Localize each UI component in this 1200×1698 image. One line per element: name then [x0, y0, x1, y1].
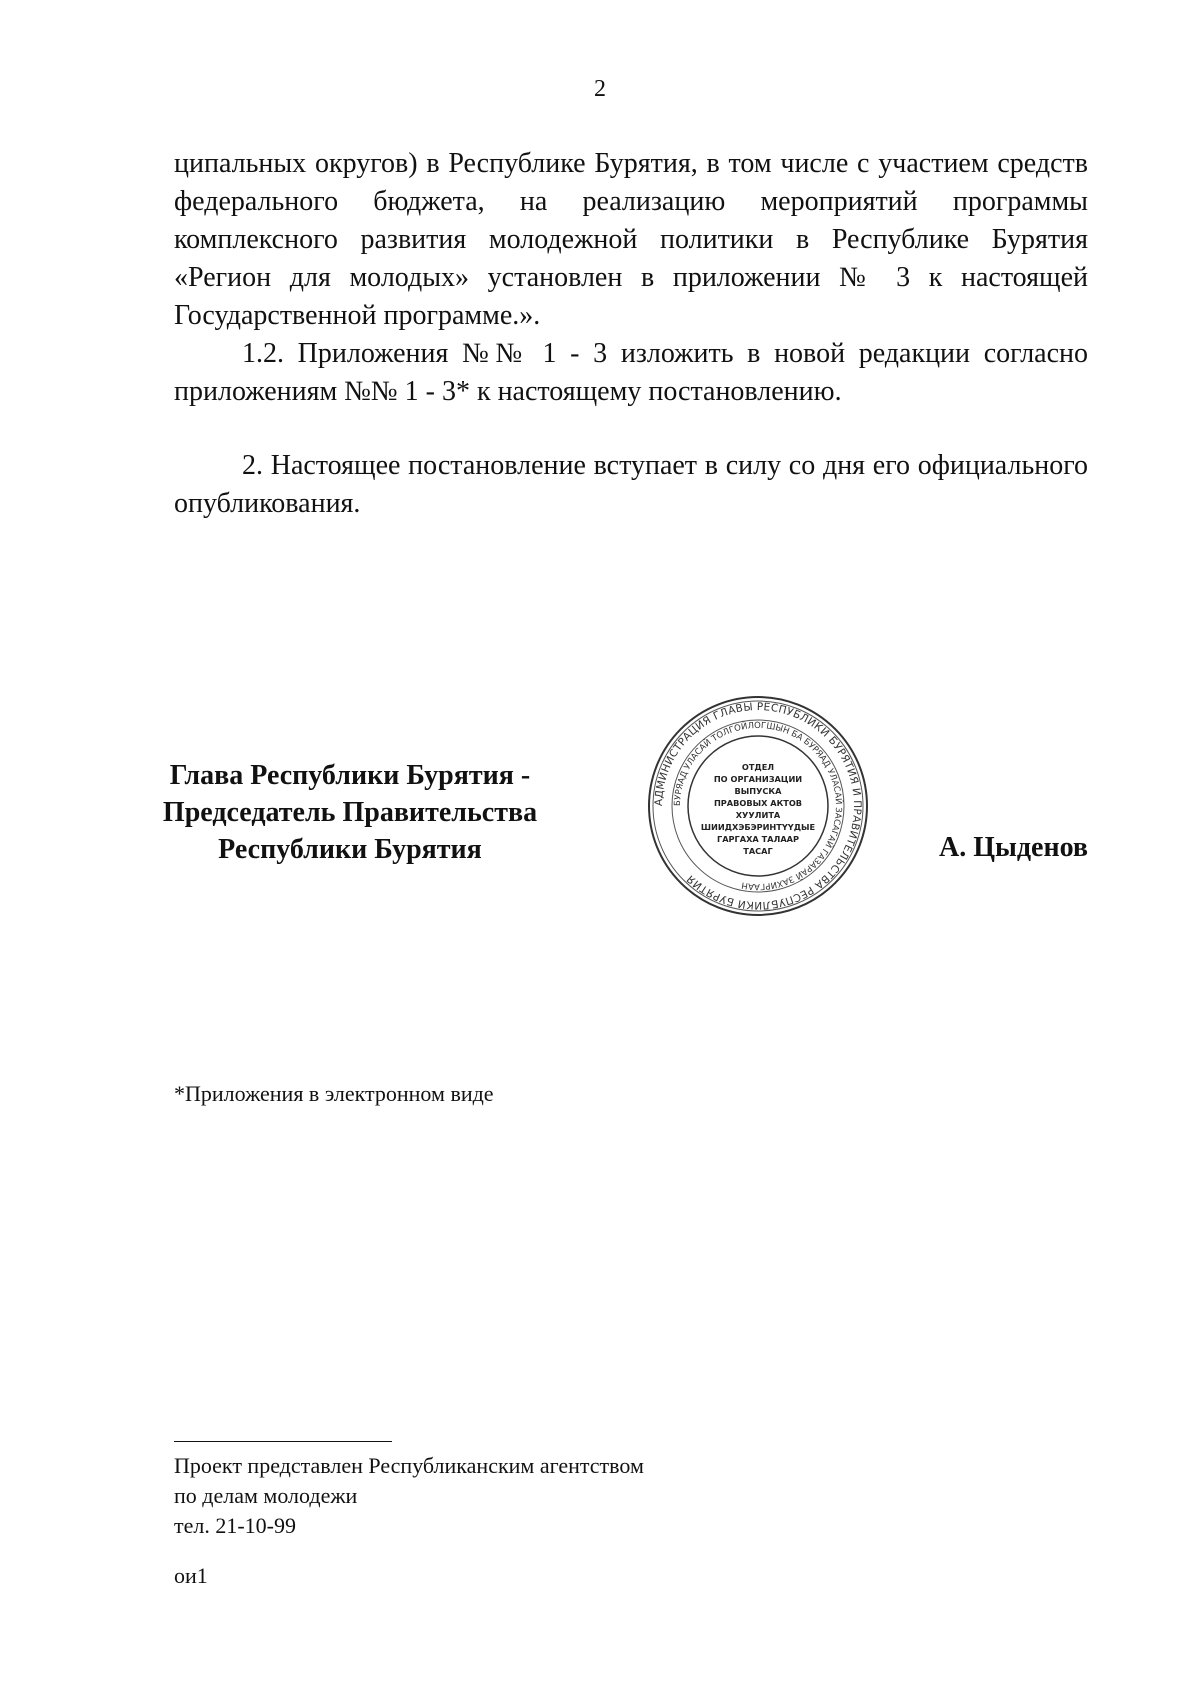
- paragraph-continuation: [174, 145, 1088, 335]
- signature-title-line: Председатель Правительства: [162, 797, 538, 828]
- stamp-center-line: ПРАВОВЫХ АКТОВ: [713, 798, 803, 808]
- stamp-center-line: ОТДЕЛ: [741, 762, 775, 772]
- stamp-center-line: ГАРГАХА ТАЛААР: [716, 834, 800, 844]
- paragraph-text: 1.2. Приложения №№ 1 - 3 изложить в новой редакции согласно приложениям №№ 1 - 3* к настоящему постановлению.: [174, 338, 1088, 407]
- paragraph-item-2: [174, 447, 1088, 523]
- signature-title: [150, 757, 550, 868]
- stamp-center-line: ВЫПУСКА: [734, 786, 782, 796]
- stamp-inner-text: БУРЯАД УЛАСАЙ ТОЛГОЙЛОГШЫН БА БУРЯАД УЛАСАЙ ЗАСАГАЙ ГАЗАРАЙ ЗАХИРГААН: [672, 720, 844, 892]
- official-seal-stamp: [646, 694, 870, 918]
- page-number: 2: [594, 76, 606, 102]
- document-code: ои1: [174, 1563, 208, 1588]
- stamp-center-line: ТАСАГ: [743, 846, 773, 856]
- paragraph-item-1-2: [174, 335, 1088, 411]
- footnote-divider: [174, 1441, 392, 1442]
- stamp-center-line: ШИИДХЭБЭРИНТҮҮДЫЕ: [700, 822, 816, 832]
- signature-title-line: Республики Бурятия: [218, 834, 482, 865]
- footnote-line: тел. 21-10-99: [174, 1513, 297, 1538]
- stamp-center-line: ХУУЛИТА: [735, 810, 781, 820]
- attachments-note: *Приложения в электронном виде: [174, 1081, 494, 1106]
- paragraph-text: ципальных округов) в Республике Бурятия, в том числе с участием средств федерального бюджета, на реализацию мероприятий программы комплексного развития молодежной политики в Республике Бурятия «Регион для молодых» установлен в приложении № 3 к настоящей Государственной программе.».: [174, 148, 1088, 331]
- signer-name: А. Цыденов: [938, 832, 1088, 863]
- stamp-center-line: ПО ОРГАНИЗАЦИИ: [713, 774, 803, 784]
- footnote: [174, 1451, 644, 1541]
- signature-title-line: Глава Республики Бурятия -: [169, 760, 531, 791]
- stamp-outer-text: АДМИНИСТРАЦИЯ ГЛАВЫ РЕСПУБЛИКИ БУРЯТИЯ И ПРАВИТЕЛЬСТВА РЕСПУБЛИКИ БУРЯТИЯ: [652, 700, 864, 912]
- paragraph-text: 2. Настоящее постановление вступает в силу со дня его официального опубликования.: [174, 450, 1088, 519]
- footnote-line: Проект представлен Республиканским агентством: [174, 1453, 644, 1478]
- footnote-line: по делам молодежи: [174, 1483, 358, 1508]
